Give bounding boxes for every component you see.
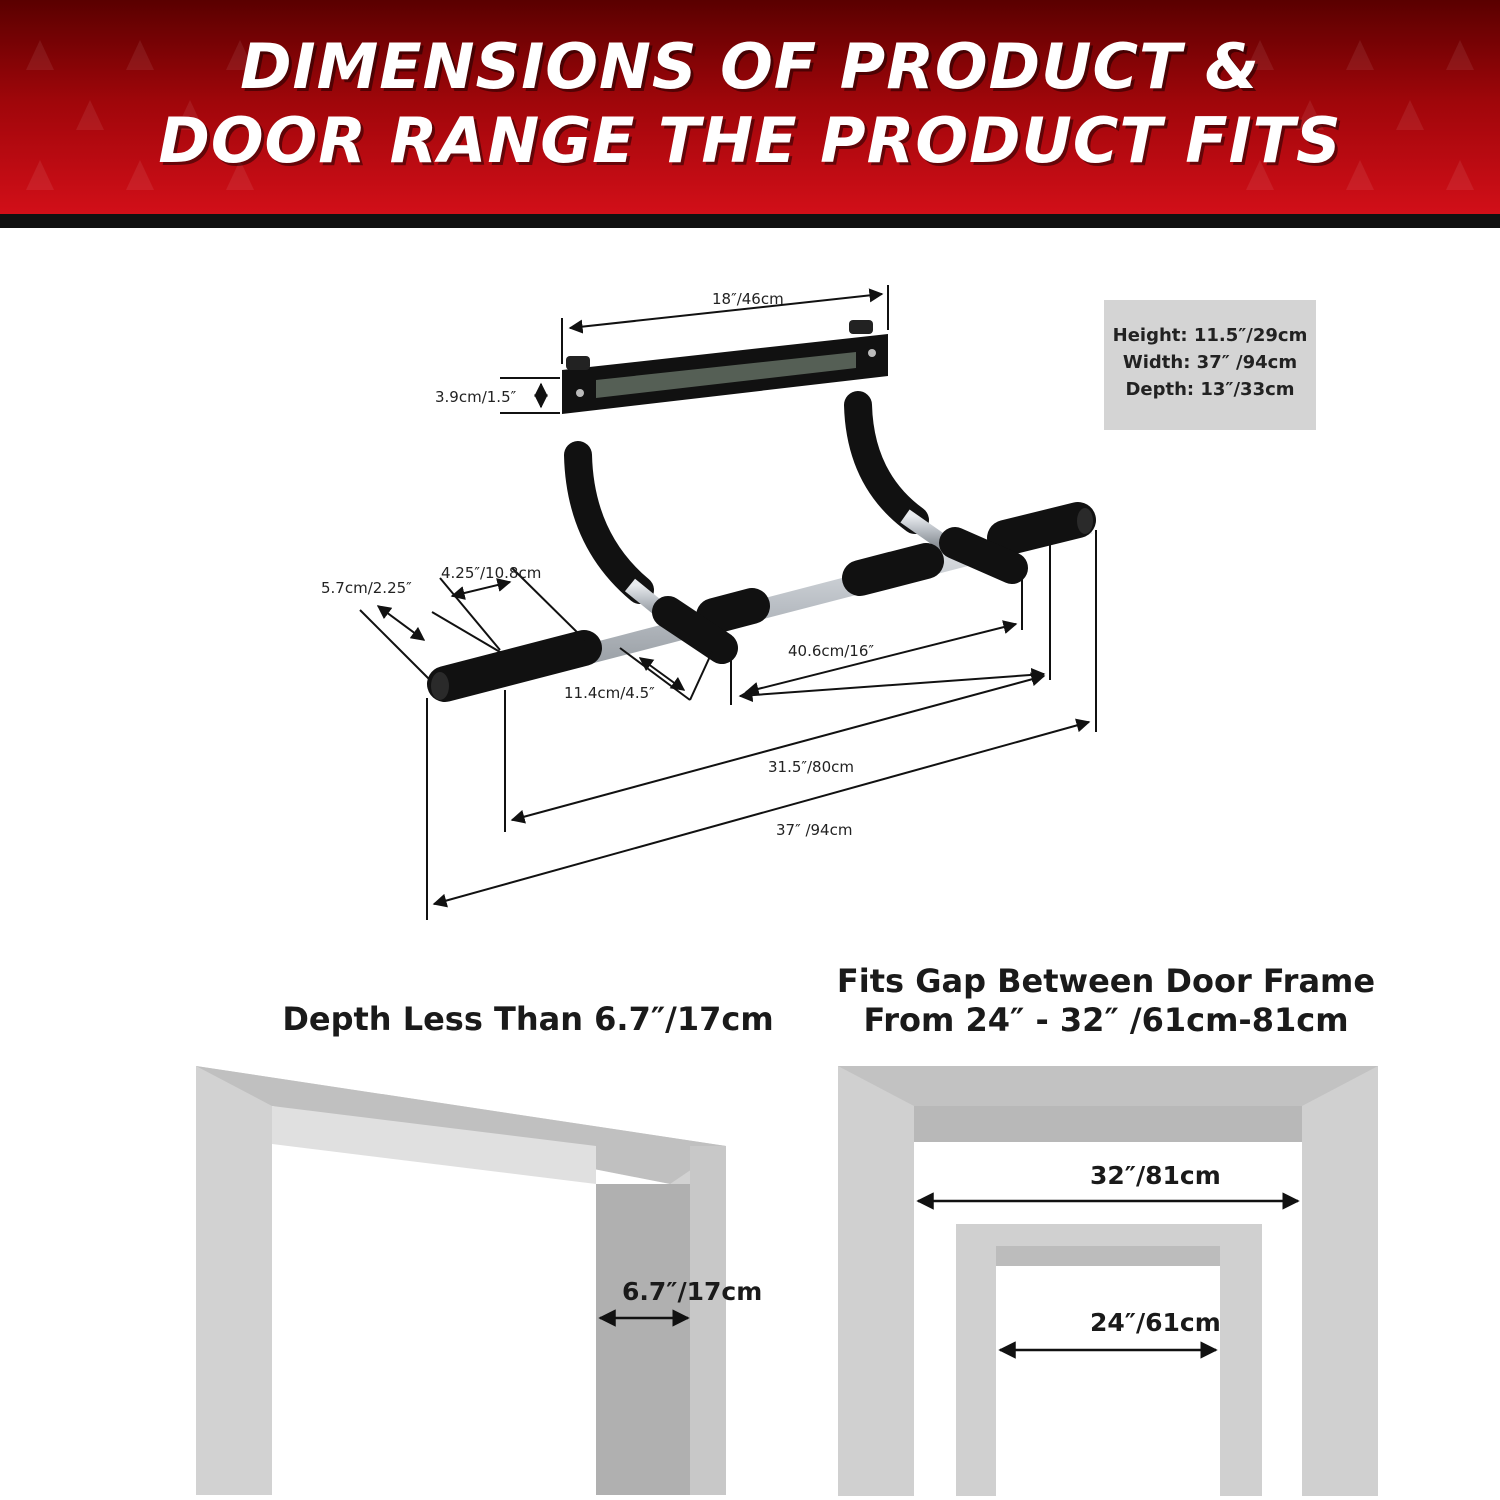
title-line-2: DOOR RANGE THE PRODUCT FITS	[158, 104, 1342, 177]
gap-title-line-2: From 24″ - 32″ /61cm-81cm	[863, 1001, 1349, 1039]
handle-length-label: 11.4cm/4.5″	[564, 684, 655, 702]
spec-height: Height: 11.5″/29cm	[1112, 325, 1308, 346]
spec-width: Width: 37″ /94cm	[1122, 352, 1298, 373]
specs-box	[1104, 300, 1316, 430]
gap-max-label: 32″/81cm	[1090, 1161, 1221, 1190]
top-bar-width-label: 18″/46cm	[712, 290, 784, 308]
top-bar	[562, 320, 888, 414]
end-grip-length-label: 4.25″/10.8cm	[441, 564, 542, 582]
gap-section-title	[836, 962, 1376, 1040]
door-frame-gap	[838, 1066, 1378, 1496]
end-grip-diameter-label: 5.7cm/2.25″	[321, 579, 412, 597]
total-width-label: 37″ /94cm	[776, 821, 853, 839]
inner-handle-span-label: 40.6cm/16″	[788, 642, 875, 660]
door-depth-label: 6.7″/17cm	[622, 1277, 763, 1306]
bar-span-label: 31.5″/80cm	[768, 758, 855, 776]
gap-min-label: 24″/61cm	[1090, 1308, 1221, 1337]
title-line-1: DIMENSIONS OF PRODUCT &	[240, 30, 1260, 103]
bar-height-label: 3.9cm/1.5″	[435, 388, 517, 406]
depth-section-title: Depth Less Than 6.7″/17cm	[282, 1000, 774, 1038]
spec-depth: Depth: 13″/33cm	[1125, 379, 1295, 400]
gap-title-line-1: Fits Gap Between Door Frame	[836, 962, 1376, 1000]
